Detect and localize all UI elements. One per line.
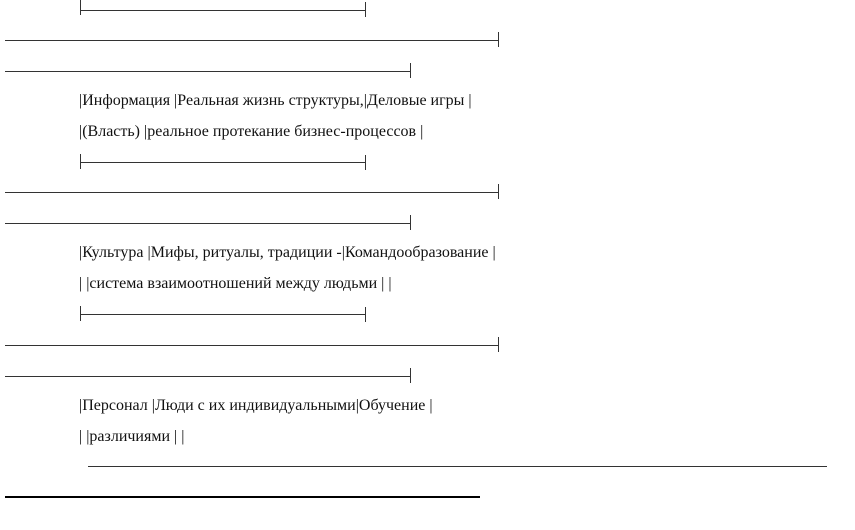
table-row-text: |Персонал |Люди с их индивидуальными|Обучение | — [79, 397, 433, 414]
table-row-text: | |различиями | | — [79, 428, 185, 445]
border-tick — [80, 0, 81, 15]
row-border-line — [80, 10, 365, 11]
footnote-separator — [5, 496, 480, 498]
border-tick — [410, 63, 411, 78]
border-tick — [365, 155, 366, 170]
table-row-text: | |система взаимоотношений между людьми | | — [79, 275, 392, 292]
table-rule-long — [5, 40, 498, 41]
row-border-line — [80, 314, 365, 315]
table-rule-long — [5, 192, 498, 193]
border-tick — [410, 368, 411, 383]
border-tick — [365, 2, 366, 17]
table-row-text: |(Власть) |реальное протекание бизнес-процессов | — [79, 123, 424, 140]
border-tick — [498, 337, 499, 352]
border-tick — [365, 307, 366, 322]
table-row-text: |Культура |Мифы, ритуалы, традиции -|Командообразование | — [79, 244, 496, 261]
table-rule-medium — [5, 71, 410, 72]
border-tick — [498, 184, 499, 199]
table-bottom-rule — [88, 466, 827, 467]
border-tick — [498, 32, 499, 47]
row-border-line — [80, 162, 365, 163]
table-rule-medium — [5, 223, 410, 224]
border-tick — [410, 215, 411, 230]
table-row-text: |Информация |Реальная жизнь структуры,|Деловые игры | — [79, 92, 472, 109]
table-rule-medium — [5, 376, 410, 377]
table-rule-long — [5, 345, 498, 346]
